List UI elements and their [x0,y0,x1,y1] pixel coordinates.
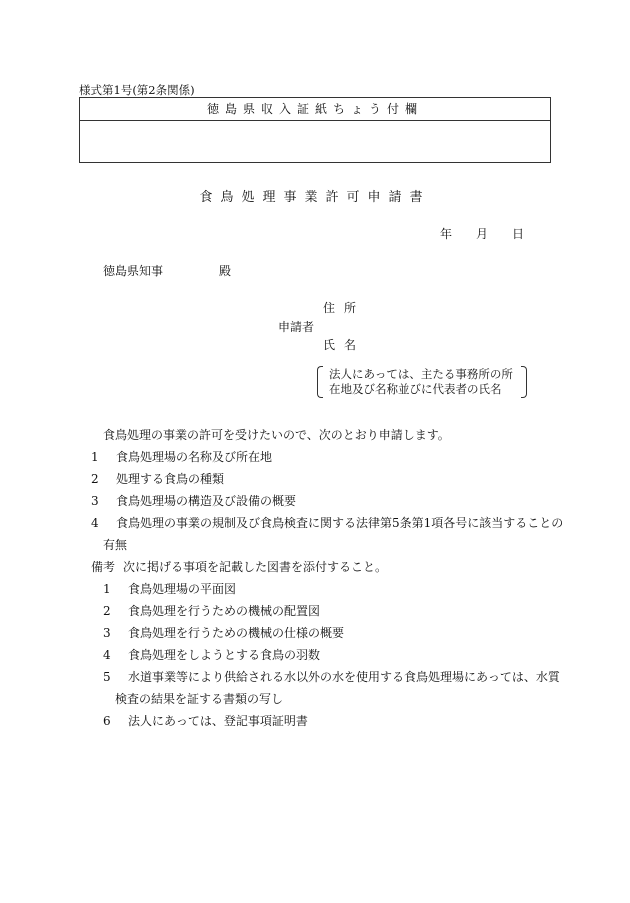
corporation-note [317,366,527,398]
addressee [103,262,231,279]
list-item: 3 食鳥処理場の構造及び設備の概要 [91,494,297,508]
intro-text: 食鳥処理の事業の許可を受けたいので、次のとおり申請します。 [103,428,450,442]
list-item-continuation: 有無 [103,538,128,552]
document-title: 食鳥処理事業許可申請書 [199,190,431,205]
remark-item-continuation: 検査の結果を証する書類の写し [115,692,284,706]
left-bracket [317,366,323,398]
name-label: 氏名 [323,338,366,352]
list-item: 4 食鳥処理の事業の規制及び食鳥検査に関する法律第5条第1項各号に該当することの [91,516,564,530]
list-item: 1 食鳥処理場の名称及び所在地 [91,450,273,464]
remark-item: 5 水道事業等により供給される水以外の水を使用する食鳥処理場にあっては、水質 [103,670,560,684]
stamp-box-header: 徳島県収入証紙ちょう付欄 [80,98,550,121]
address-label: 住所 [323,301,366,315]
form-number: 様式第1号(第2条関係) [79,83,195,97]
remark-item: 2 食鳥処理を行うための機械の配置図 [103,604,321,618]
addressee-name: 徳島県知事 [103,264,164,278]
remark-item: 4 食鳥処理をしようとする食鳥の羽数 [103,648,321,662]
list-item: 2 処理する食鳥の種類 [91,472,225,486]
date-line [440,225,524,242]
remark-item: 3 食鳥処理を行うための機械の仕様の概要 [103,626,345,640]
addressee-honorific: 殿 [219,264,232,278]
right-bracket [521,366,527,398]
corp-note-line1: 法人にあっては、主たる事務所の所 [329,367,513,381]
remark-item: 6 法人にあっては、登記事項証明書 [103,714,308,728]
remark-item: 1 食鳥処理場の平面図 [103,582,237,596]
revenue-stamp-box [79,97,551,163]
date-month: 月 [476,227,489,241]
date-day: 日 [512,227,525,241]
corp-note-line2: 在地及び名称並びに代表者の氏名 [329,382,502,396]
remarks-heading: 備考 次に掲げる事項を記載した図書を添付すること。 [91,560,388,574]
date-year: 年 [440,227,453,241]
applicant-label: 申請者 [278,320,315,334]
